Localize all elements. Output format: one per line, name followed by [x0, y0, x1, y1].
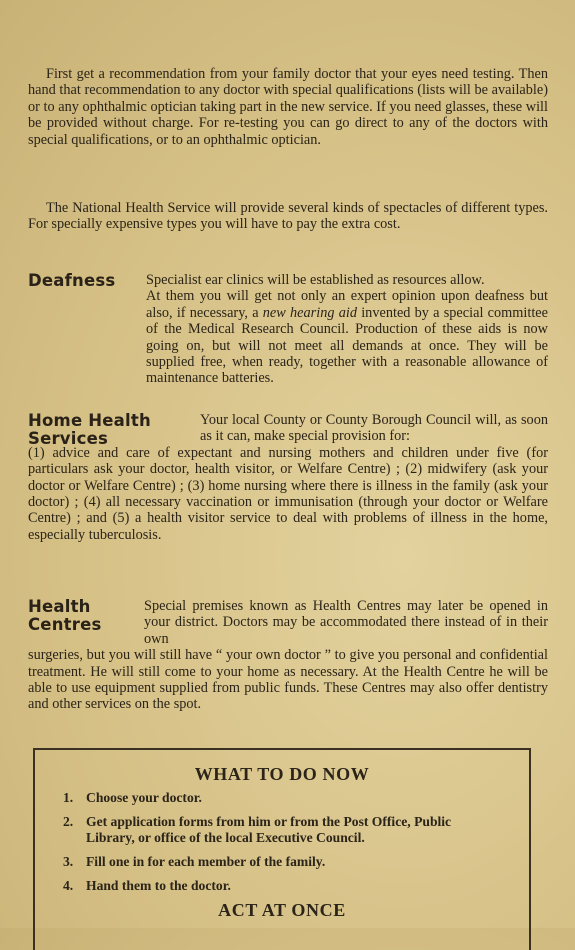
deafness-heading: Deafness [28, 271, 116, 290]
step-item: 4. Hand them to the doctor. [63, 878, 231, 893]
deafness-lead: Specialist ear clinics will be established as resources allow. [146, 272, 485, 288]
home-health-body: (1) advice and care of expectant and nursing mothers and children under five (for particulars ask your doctor, health visitor, or Welfare Centre) ; (2) midwifery (ask your doctor or Welfare Centre) ; (3) home nursing where there is illness in the family (ask your doctor) ; (4) all necessary vaccination or immunisation (through your doctor or Welfare Centre) ; and (5) a health visitor service to deal with problems of illness in the home, especially tuberculosis. [28, 444, 548, 543]
glasses-text-2: The National Health Service will provide several kinds of spectacles of different types. For specially expensive types you will have to pay the extra cost. [28, 200, 548, 233]
deafness-body: At them you will get not only an expert opinion upon deafness but also, if necessary, a new hearing aid invented by a special committee of the Medical Research Council. Production of these aids is now going on, but will not meet all demands at once. They will be supplied free, when ready, together with a reasonable allowance of maintenance batteries. [146, 288, 548, 387]
glasses-text-1: First get a recommendation from your family doctor that your eyes need testing. Then hand that recommendation to any doctor with special qualifications (lists will be available) or to any ophthalmic optician taking part in the new service. If you need glasses, these will be provided without charge. For re-testing you can go direct to any of the doctors with special qualifications, or to an ophthalmic optician. [28, 66, 548, 148]
home-health-heading: Home Health Services [28, 411, 151, 448]
health-centres-body: surgeries, but you will still have “ your own doctor ” to give you personal and confidential treatment. He will still come to your home as necessary. At the Health Centre he will be able to use equipment supplied from public funds. These Centres may also offer dentistry and other services on the spot. [28, 647, 548, 713]
steps-list [63, 790, 503, 902]
home-health-section [28, 412, 548, 543]
step-item: 1. Choose your doctor. [63, 790, 202, 805]
glasses-paragraph-1 [28, 66, 548, 148]
glasses-paragraph-2 [28, 200, 548, 233]
what-to-do-title: WHAT TO DO NOW [194, 764, 370, 784]
act-at-once-text: ACT AT ONCE [218, 900, 346, 920]
deafness-section [28, 272, 548, 387]
what-to-do-box [33, 748, 531, 950]
health-centres-heading: Health Centres [28, 597, 102, 634]
new-hearing-aid-text: new hearing aid [262, 304, 357, 321]
health-centres-lead: Special premises known as Health Centres may later be opened in your district. Doctors may be accommodated there instead of in their own [144, 598, 548, 647]
step-item: 3. Fill one in for each member of the family. [63, 854, 326, 869]
health-centres-section [28, 598, 548, 713]
step-item: 2. Get application forms from him or from the Post Office, Public Library, or office of the local Executive Council. [63, 814, 452, 845]
home-health-lead: Your local County or County Borough Council will, as soon as it can, make special provision for: [200, 412, 548, 445]
